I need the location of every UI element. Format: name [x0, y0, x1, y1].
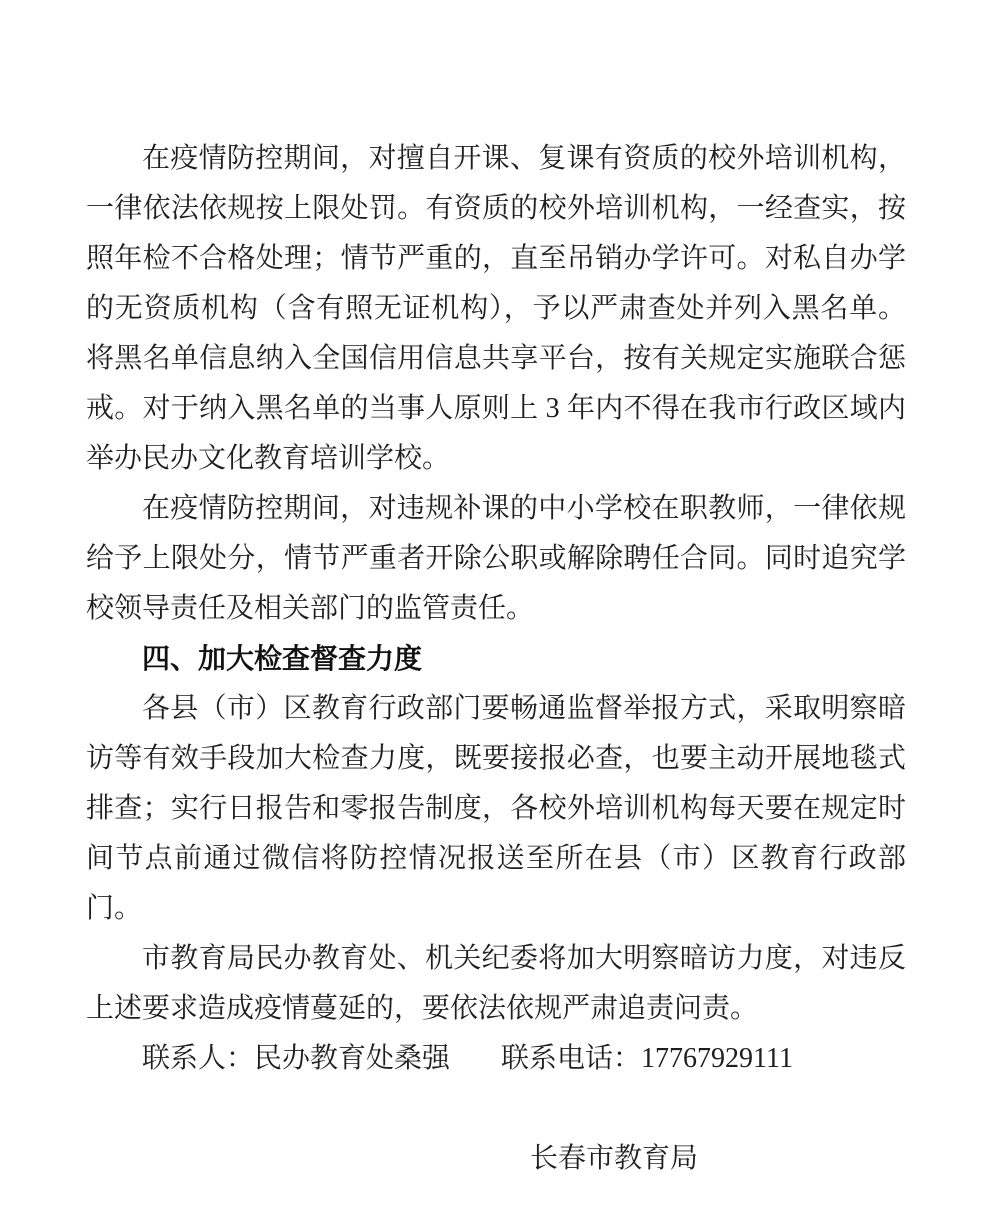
issuer-signature: 长春市教育局	[530, 1143, 699, 1174]
contact-line	[86, 1034, 906, 1084]
paragraph-institution-penalties: 在疫情防控期间，对擅自开课、复课有资质的校外培训机构，一律依法依规按上限处罚。有资质的校外培训机构，一经查实，按照年检不合格处理；情节严重的，直至吊销办学许可。对私自办学的无资质机构（含有照无证机构），予以严肃查处并列入黑名单。将黑名单信息纳入全国信用信息共享平台，按有关规定实施联合惩戒。对于纳入黑名单的当事人原则上 3 年内不得在我市行政区域内举办民办文化教育培训学校。	[86, 143, 906, 474]
paragraph-inspection-measures: 各县（市）区教育行政部门要畅通监督举报方式，采取明察暗访等有效手段加大检查力度，既要接报必查，也要主动开展地毯式排查；实行日报告和零报告制度，各校外培训机构每天要在规定时间节点前通过微信将防控情况报送至所在县（市）区教育行政部门。	[86, 693, 906, 924]
contact-person: 联系人：民办教育处桑强	[142, 1043, 451, 1074]
section-heading-inspection: 四、加大检查督查力度	[142, 643, 423, 674]
paragraph-teacher-penalties: 在疫情防控期间，对违规补课的中小学校在职教师，一律依规给予上限处分，情节严重者开除公职或解除聘任合同。同时追究学校领导责任及相关部门的监管责任。	[86, 493, 906, 624]
contact-phone: 联系电话：17767929111	[501, 1043, 793, 1074]
document-body	[86, 134, 906, 1184]
paragraph-accountability: 市教育局民办教育处、机关纪委将加大明察暗访力度，对违反上述要求造成疫情蔓延的，要依法依规严肃追责问责。	[86, 943, 906, 1024]
